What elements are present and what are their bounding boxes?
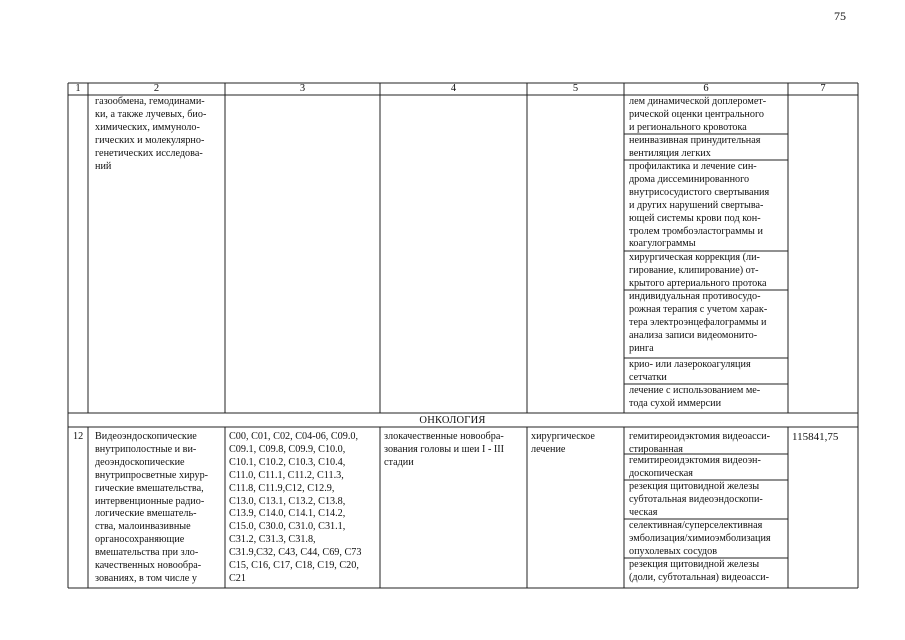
cont-col6-line: вентиляция легких xyxy=(629,147,711,159)
cont-col2-line: химических, иммуноло- xyxy=(95,121,200,133)
header-col-1: 1 xyxy=(75,83,81,94)
row12-col3-line: C21 xyxy=(229,572,246,584)
row12-col2-line: гические вмешательства, xyxy=(95,482,204,494)
row12-col3-icd-codes xyxy=(229,431,361,586)
cont-col2-line: генетических исследова- xyxy=(95,147,203,159)
row12-col6-line: гемитиреоидэктомия видеоэн- xyxy=(629,455,761,466)
row12-col2-line: внутриполостные и ви- xyxy=(95,443,197,455)
cont-col6-item-7 xyxy=(629,385,760,411)
header-col-4: 4 xyxy=(450,83,457,94)
cont-col2-line: газообмена, гемодинами- xyxy=(95,96,205,107)
row12-col3-line: C15.0, C30.0, C31.0, C31.1, xyxy=(229,521,346,533)
cont-col2-line: ний xyxy=(95,160,112,172)
row12-col6-item-4 xyxy=(629,520,771,559)
row12-col3-line: C13.0, C13.1, C13.2, C13.8, xyxy=(229,495,346,507)
row12-col6-line: (доли, субтотальная) видеоасси- xyxy=(629,571,769,583)
row12-col3-line: C31.2, C31.3, C31.8, xyxy=(229,534,316,546)
row12-col3-line: C11.0, C11.1, C11.2, C11.3, xyxy=(229,469,344,481)
cont-col6-line: ющей системы крови под кон- xyxy=(629,212,761,224)
cont-col6-line: и регионального кровотока xyxy=(629,121,747,133)
row12-col2-line: вмешательства при зло- xyxy=(95,547,199,559)
header-col-7: 7 xyxy=(820,83,826,94)
cont-col6-item-6 xyxy=(629,359,751,385)
row12-col5-line: лечение xyxy=(531,443,566,455)
cont-col6-line: крытого артериального протока xyxy=(629,277,767,289)
cont-col6-item-2 xyxy=(629,135,760,161)
row12-col3-line: C09.1, C09.8, C09.9, C10.0, xyxy=(229,443,346,455)
row12-col7-tariff: 115841,75 xyxy=(792,431,839,443)
row12-col6-line: гемитиреоидэктомия видеоасси- xyxy=(629,431,770,442)
row12-col3-line: C11.8, C11.9,C12, C12.9, xyxy=(229,482,335,494)
row12-col4-line: злокачественные новообра- xyxy=(384,431,504,442)
row12-col2-line: качественных новообра- xyxy=(95,560,202,572)
cont-col6-line: и других нарушений свертыва- xyxy=(629,199,764,211)
row12-col6-line: стированная xyxy=(629,443,683,455)
cont-col6-line: крио- или лазерокоагуляция xyxy=(629,359,751,370)
row12-col2-line: Видеоэндоскопические xyxy=(95,431,197,442)
cont-col6-line: лечение с использованием ме- xyxy=(629,385,761,396)
cont-col6-line: неинвазивная принудительная xyxy=(629,135,761,146)
header-col-3: 3 xyxy=(299,83,306,94)
cont-col6-line: коагулограммы xyxy=(629,238,696,250)
row12-col5-line: хирургическое xyxy=(531,431,595,442)
row12-col2-description xyxy=(95,431,208,586)
header-col-6: 6 xyxy=(703,83,709,94)
cont-col6-line: анализа записи видеомонито- xyxy=(629,329,758,341)
cont-col6-line: рожная терапия с учетом харак- xyxy=(629,303,768,315)
row12-col6-item-5 xyxy=(629,559,769,585)
row12-col2-line: интервенционные радио- xyxy=(95,495,205,507)
cont-col2-line: гических и молекулярно- xyxy=(95,134,205,146)
cont-col6-line: сетчатки xyxy=(629,371,667,383)
cont-col6-line: лем динамической доплеромет- xyxy=(629,96,767,107)
row12-col2-line: логические вмешатель- xyxy=(95,508,197,520)
row12-col6-item-3 xyxy=(629,481,763,520)
cont-col6-line: дрома диссеминированного xyxy=(629,173,750,185)
cont-row-col2-description xyxy=(95,96,206,173)
row12-col2-line: зованиях, в том числе у xyxy=(95,572,197,584)
row12-col6-line: доскопическая xyxy=(629,467,693,479)
cont-col6-line: гирование, клипирование) от- xyxy=(629,264,759,276)
row12-col2-line: органосохраняющие xyxy=(95,534,185,546)
cont-col6-line: рической оценки центрального xyxy=(629,108,764,120)
cont-col6-item-1 xyxy=(629,96,766,135)
header-col-2: 2 xyxy=(153,83,160,94)
row12-col3-line: C10.1, C10.2, C10.3, C10.4, xyxy=(229,456,346,468)
row12-col2-line: деоэндоскопические xyxy=(95,456,185,468)
row12-number: 12 xyxy=(73,431,84,442)
row12-col2-line: внутрипросветные хирур- xyxy=(95,469,209,481)
cont-col6-item-4 xyxy=(629,252,767,291)
row12-col6-line: резекция щитовидной железы xyxy=(629,559,760,570)
row12-col3-line: C13.9, C14.0, C14.1, C14.2, xyxy=(229,508,346,520)
cont-col6-line: индивидуальная противосудо- xyxy=(629,291,761,302)
cont-col6-line: тера электроэнцефалограммы и xyxy=(629,316,767,328)
row12-col3-line: C15, C16, C17, C18, C19, C20, xyxy=(229,560,359,572)
header-col-5: 5 xyxy=(572,83,579,94)
row12-col6-line: опухолевых сосудов xyxy=(629,545,718,557)
cont-col6-line: внутрисосудистого свертывания xyxy=(629,186,770,198)
cont-col2-line: ки, а также лучевых, био- xyxy=(95,108,207,120)
row12-col4-line: зования головы и шеи I - III xyxy=(384,443,505,455)
row12-col6-line: селективная/суперселективная xyxy=(629,520,763,531)
cont-col6-line: хирургическая коррекция (ли- xyxy=(629,252,760,263)
row12-col6-item-1 xyxy=(629,431,770,457)
row12-col4-model xyxy=(384,431,504,470)
cont-col6-line: профилактика и лечение син- xyxy=(629,161,757,172)
row12-col5-treatment-type xyxy=(531,431,595,457)
section-title-oncology: ОНКОЛОГИЯ xyxy=(419,415,486,426)
row12-col6-item-2 xyxy=(629,455,761,481)
row12-col6-line: резекция щитовидной железы xyxy=(629,481,760,492)
row12-col6-line: ческая xyxy=(629,506,658,518)
cont-col6-line: ринга xyxy=(629,342,654,354)
row12-col3-line: C00, C01, C02, C04-06, C09.0, xyxy=(229,431,359,442)
cont-col6-item-5 xyxy=(629,291,767,356)
page-number: 75 xyxy=(834,9,846,23)
cont-col6-item-3 xyxy=(629,161,769,251)
row12-col6-line: эмболизация/химиоэмболизация xyxy=(629,532,771,544)
cont-col6-line: тролем тромбоэластограммы и xyxy=(629,225,763,237)
row12-col3-line: C31.9,C32, C43, C44, C69, C73 xyxy=(229,547,362,559)
row12-col6-line: субтотальная видеоэндоскопи- xyxy=(629,493,763,505)
row12-col2-line: ства, малоинвазивные xyxy=(95,521,191,533)
cont-col6-line: тода сухой иммерсии xyxy=(629,397,722,409)
row12-col4-line: стадии xyxy=(384,456,414,468)
